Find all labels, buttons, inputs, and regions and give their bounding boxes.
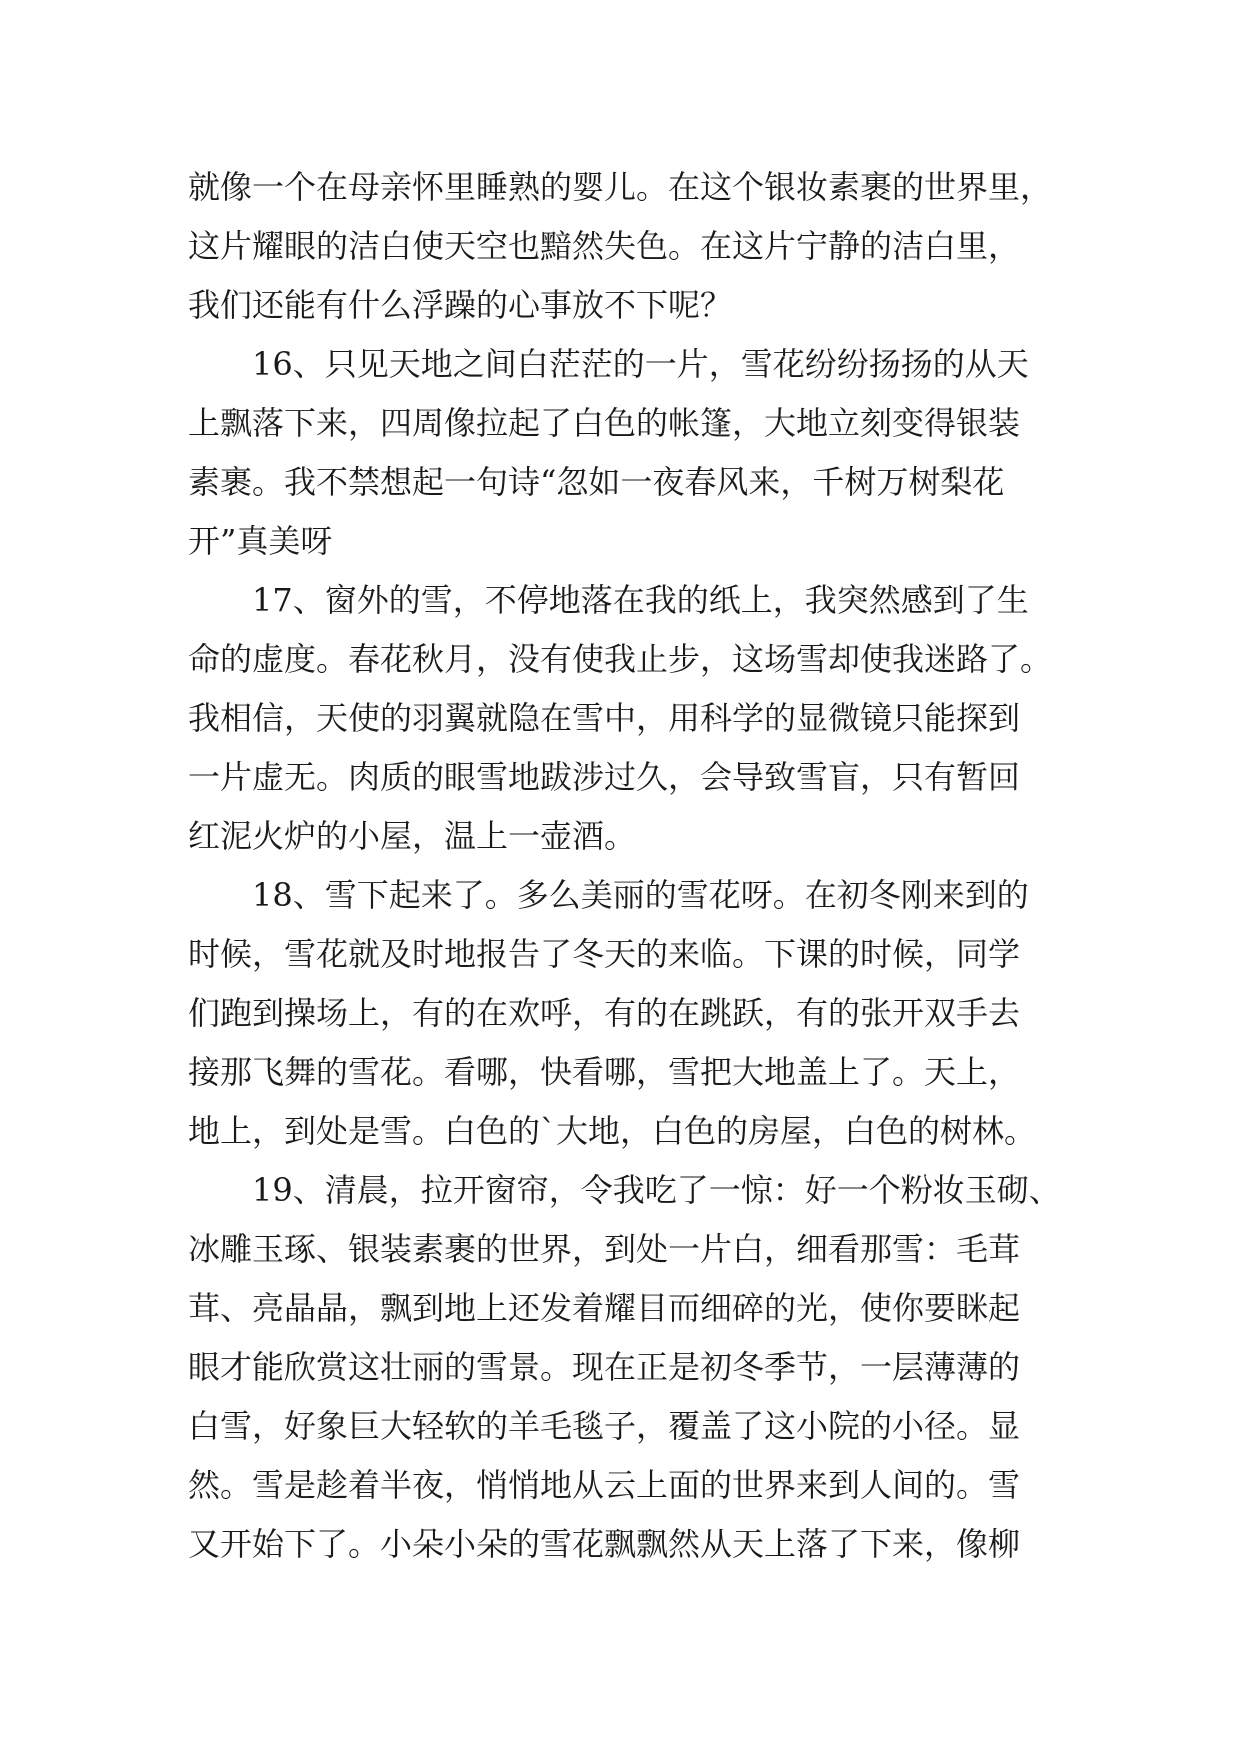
paragraph-17-first-line: 17、窗外的雪，不停地落在我的纸上，我突然感到了生 bbox=[252, 581, 1029, 619]
text-line: 接那飞舞的雪花。看哪，快看哪，雪把大地盖上了。天上， bbox=[188, 1053, 1021, 1091]
text-line: 命的虚度。春花秋月，没有使我止步，这场雪却使我迷路了。 bbox=[188, 640, 1053, 678]
text-line: 冰雕玉琢、银装素裹的世界，到处一片白，细看那雪：毛茸 bbox=[188, 1230, 1021, 1268]
text-line: 们跑到操场上，有的在欢呼，有的在跳跃，有的张开双手去 bbox=[188, 994, 1021, 1032]
text-line: 我们还能有什么浮躁的心事放不下呢？ bbox=[188, 286, 733, 324]
paragraph-16-first-line: 16、只见天地之间白茫茫的一片，雪花纷纷扬扬的从天 bbox=[252, 345, 1029, 383]
text-line: 开”真美呀 bbox=[188, 522, 333, 560]
text-line: 时候，雪花就及时地报告了冬天的来临。下课的时候，同学 bbox=[188, 935, 1021, 973]
text-line: 眼才能欣赏这壮丽的雪景。现在正是初冬季节，一层薄薄的 bbox=[188, 1348, 1021, 1386]
text-line: 素裹。我不禁想起一句诗“忽如一夜春风来，千树万树梨花 bbox=[188, 463, 1005, 501]
paragraph-18-first-line: 18、雪下起来了。多么美丽的雪花呀。在初冬刚来到的 bbox=[252, 876, 1029, 914]
text-line: 地上，到处是雪。白色的`大地，白色的房屋，白色的树林。 bbox=[188, 1112, 1037, 1150]
paragraph-19-first-line: 19、清晨，拉开窗帘，令我吃了一惊：好一个粉妆玉砌、 bbox=[252, 1171, 1061, 1209]
text-line: 红泥火炉的小屋，温上一壶酒。 bbox=[188, 817, 637, 855]
text-line: 我相信，天使的羽翼就隐在雪中，用科学的显微镜只能探到 bbox=[188, 699, 1021, 737]
text-line: 茸、亮晶晶，飘到地上还发着耀目而细碎的光，使你要眯起 bbox=[188, 1289, 1021, 1327]
text-line: 又开始下了。小朵小朵的雪花飘飘然从天上落了下来，像柳 bbox=[188, 1525, 1021, 1563]
text-line: 然。雪是趁着半夜，悄悄地从云上面的世界来到人间的。雪 bbox=[188, 1466, 1021, 1504]
text-line: 上飘落下来，四周像拉起了白色的帐篷，大地立刻变得银装 bbox=[188, 404, 1021, 442]
document-body bbox=[188, 158, 1088, 1574]
text-line: 就像一个在母亲怀里睡熟的婴儿。在这个银妆素裹的世界里， bbox=[188, 168, 1053, 206]
text-line: 这片耀眼的洁白使天空也黯然失色。在这片宁静的洁白里， bbox=[188, 227, 1021, 265]
text-line: 一片虚无。肉质的眼雪地跋涉过久，会导致雪盲，只有暂回 bbox=[188, 758, 1021, 796]
text-line: 白雪，好象巨大轻软的羊毛毯子，覆盖了这小院的小径。显 bbox=[188, 1407, 1021, 1445]
